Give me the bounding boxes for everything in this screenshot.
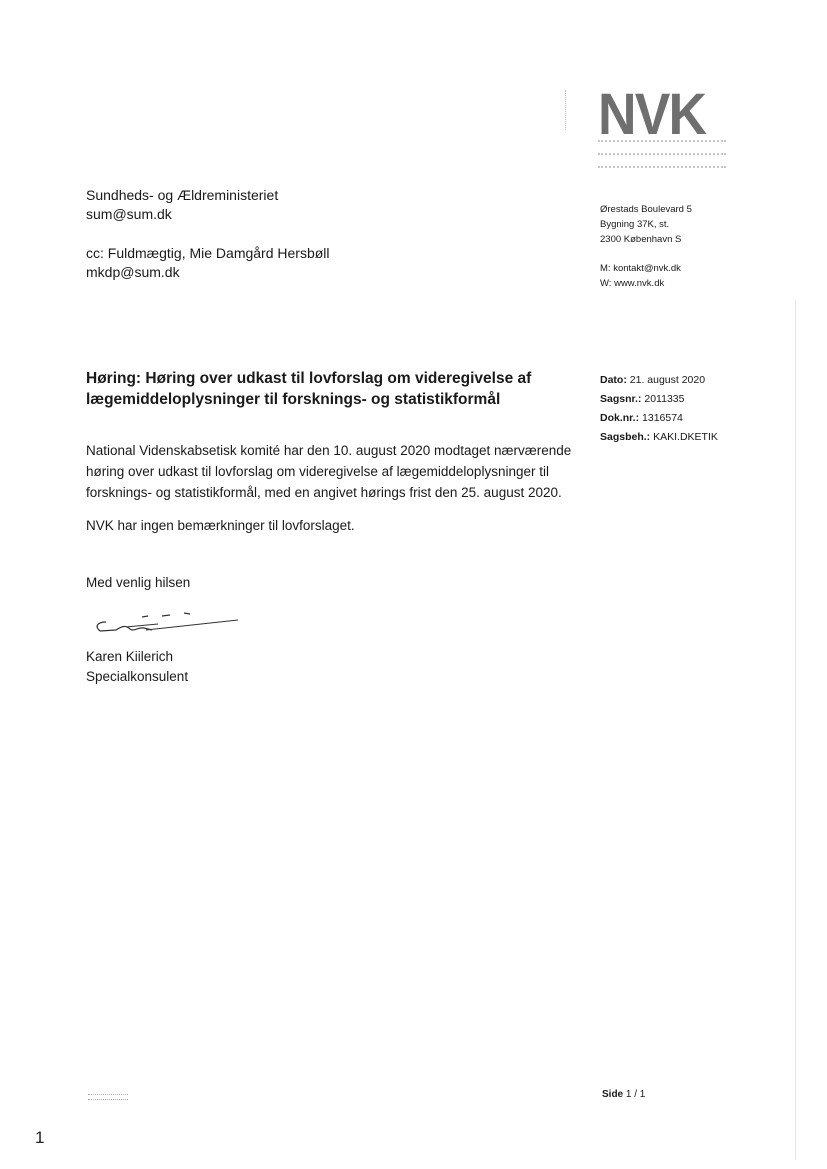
email-value: kontakt@nvk.dk xyxy=(613,263,681,274)
cc-email: mkdp@sum.dk xyxy=(86,264,180,280)
handler-label: Sagsbeh.: xyxy=(600,431,651,443)
scan-page-number: 1 xyxy=(35,1128,45,1147)
email-label: M: xyxy=(600,263,611,274)
body-paragraph-1: National Videnskabsetisk komité har den 10. august 2020 modtaget nærværende høring over udkast til lovforslag om videregivelse af lægemiddeloplysninger til forsknings- og statistikformål, med en angivet hørings frist den 25. august 2020. xyxy=(86,443,572,500)
address-line: 2300 København S xyxy=(600,234,682,245)
signer-name: Karen Kiilerich xyxy=(86,649,174,664)
page-label: Side xyxy=(602,1089,624,1100)
scan-edge-line xyxy=(795,300,796,1160)
footer-scan-mark xyxy=(88,1094,128,1100)
signer-block xyxy=(86,647,188,687)
date-label: Dato: xyxy=(600,374,627,386)
doc-label: Dok.nr.: xyxy=(600,412,640,424)
nvk-logo xyxy=(598,82,714,147)
case-meta xyxy=(600,371,718,447)
logo-text: NVK xyxy=(598,82,706,147)
web-label: W: xyxy=(600,278,612,289)
recipient-name: Sundheds- og Ældreministeriet xyxy=(86,187,279,203)
sender-address xyxy=(600,202,692,247)
case-label: Sagsnr.: xyxy=(600,393,642,405)
case-value: 2011335 xyxy=(644,393,685,405)
greeting: Med venlig hilsen xyxy=(86,575,191,590)
signer-title: Specialkonsulent xyxy=(86,669,189,684)
page-value: 1 / 1 xyxy=(625,1089,646,1100)
sender-contact xyxy=(600,261,681,291)
doc-value: 1316574 xyxy=(642,412,683,424)
recipient-block xyxy=(86,186,278,224)
date-value: 21. august 2020 xyxy=(629,374,706,386)
contact-email-row xyxy=(600,261,681,276)
address-line: Bygning 37K, st. xyxy=(600,219,670,230)
page-number xyxy=(602,1089,645,1100)
address-line: Ørestads Boulevard 5 xyxy=(600,204,692,215)
handwritten-signature xyxy=(86,606,246,642)
meta-case-row xyxy=(600,390,718,409)
meta-handler-row xyxy=(600,428,718,447)
contact-web-row xyxy=(600,276,681,291)
meta-date-row xyxy=(600,371,718,390)
cc-line: cc: Fuldmægtig, Mie Damgård Hersbøll xyxy=(86,245,330,261)
letter-subject: Høring: Høring over udkast til lovforslag om videregivelse af lægemiddeloplysninger til forsknings- og statistikformål xyxy=(86,370,532,408)
recipient-email: sum@sum.dk xyxy=(86,206,172,222)
logo-subtitle-faded xyxy=(598,140,726,179)
handler-value: KAKI.DKETIK xyxy=(653,431,718,443)
web-value: www.nvk.dk xyxy=(614,278,665,289)
meta-doc-row xyxy=(600,409,718,428)
body-paragraph-2: NVK har ingen bemærkninger til lovforslaget. xyxy=(86,518,355,533)
scan-artifact xyxy=(565,90,572,130)
cc-block xyxy=(86,244,330,282)
